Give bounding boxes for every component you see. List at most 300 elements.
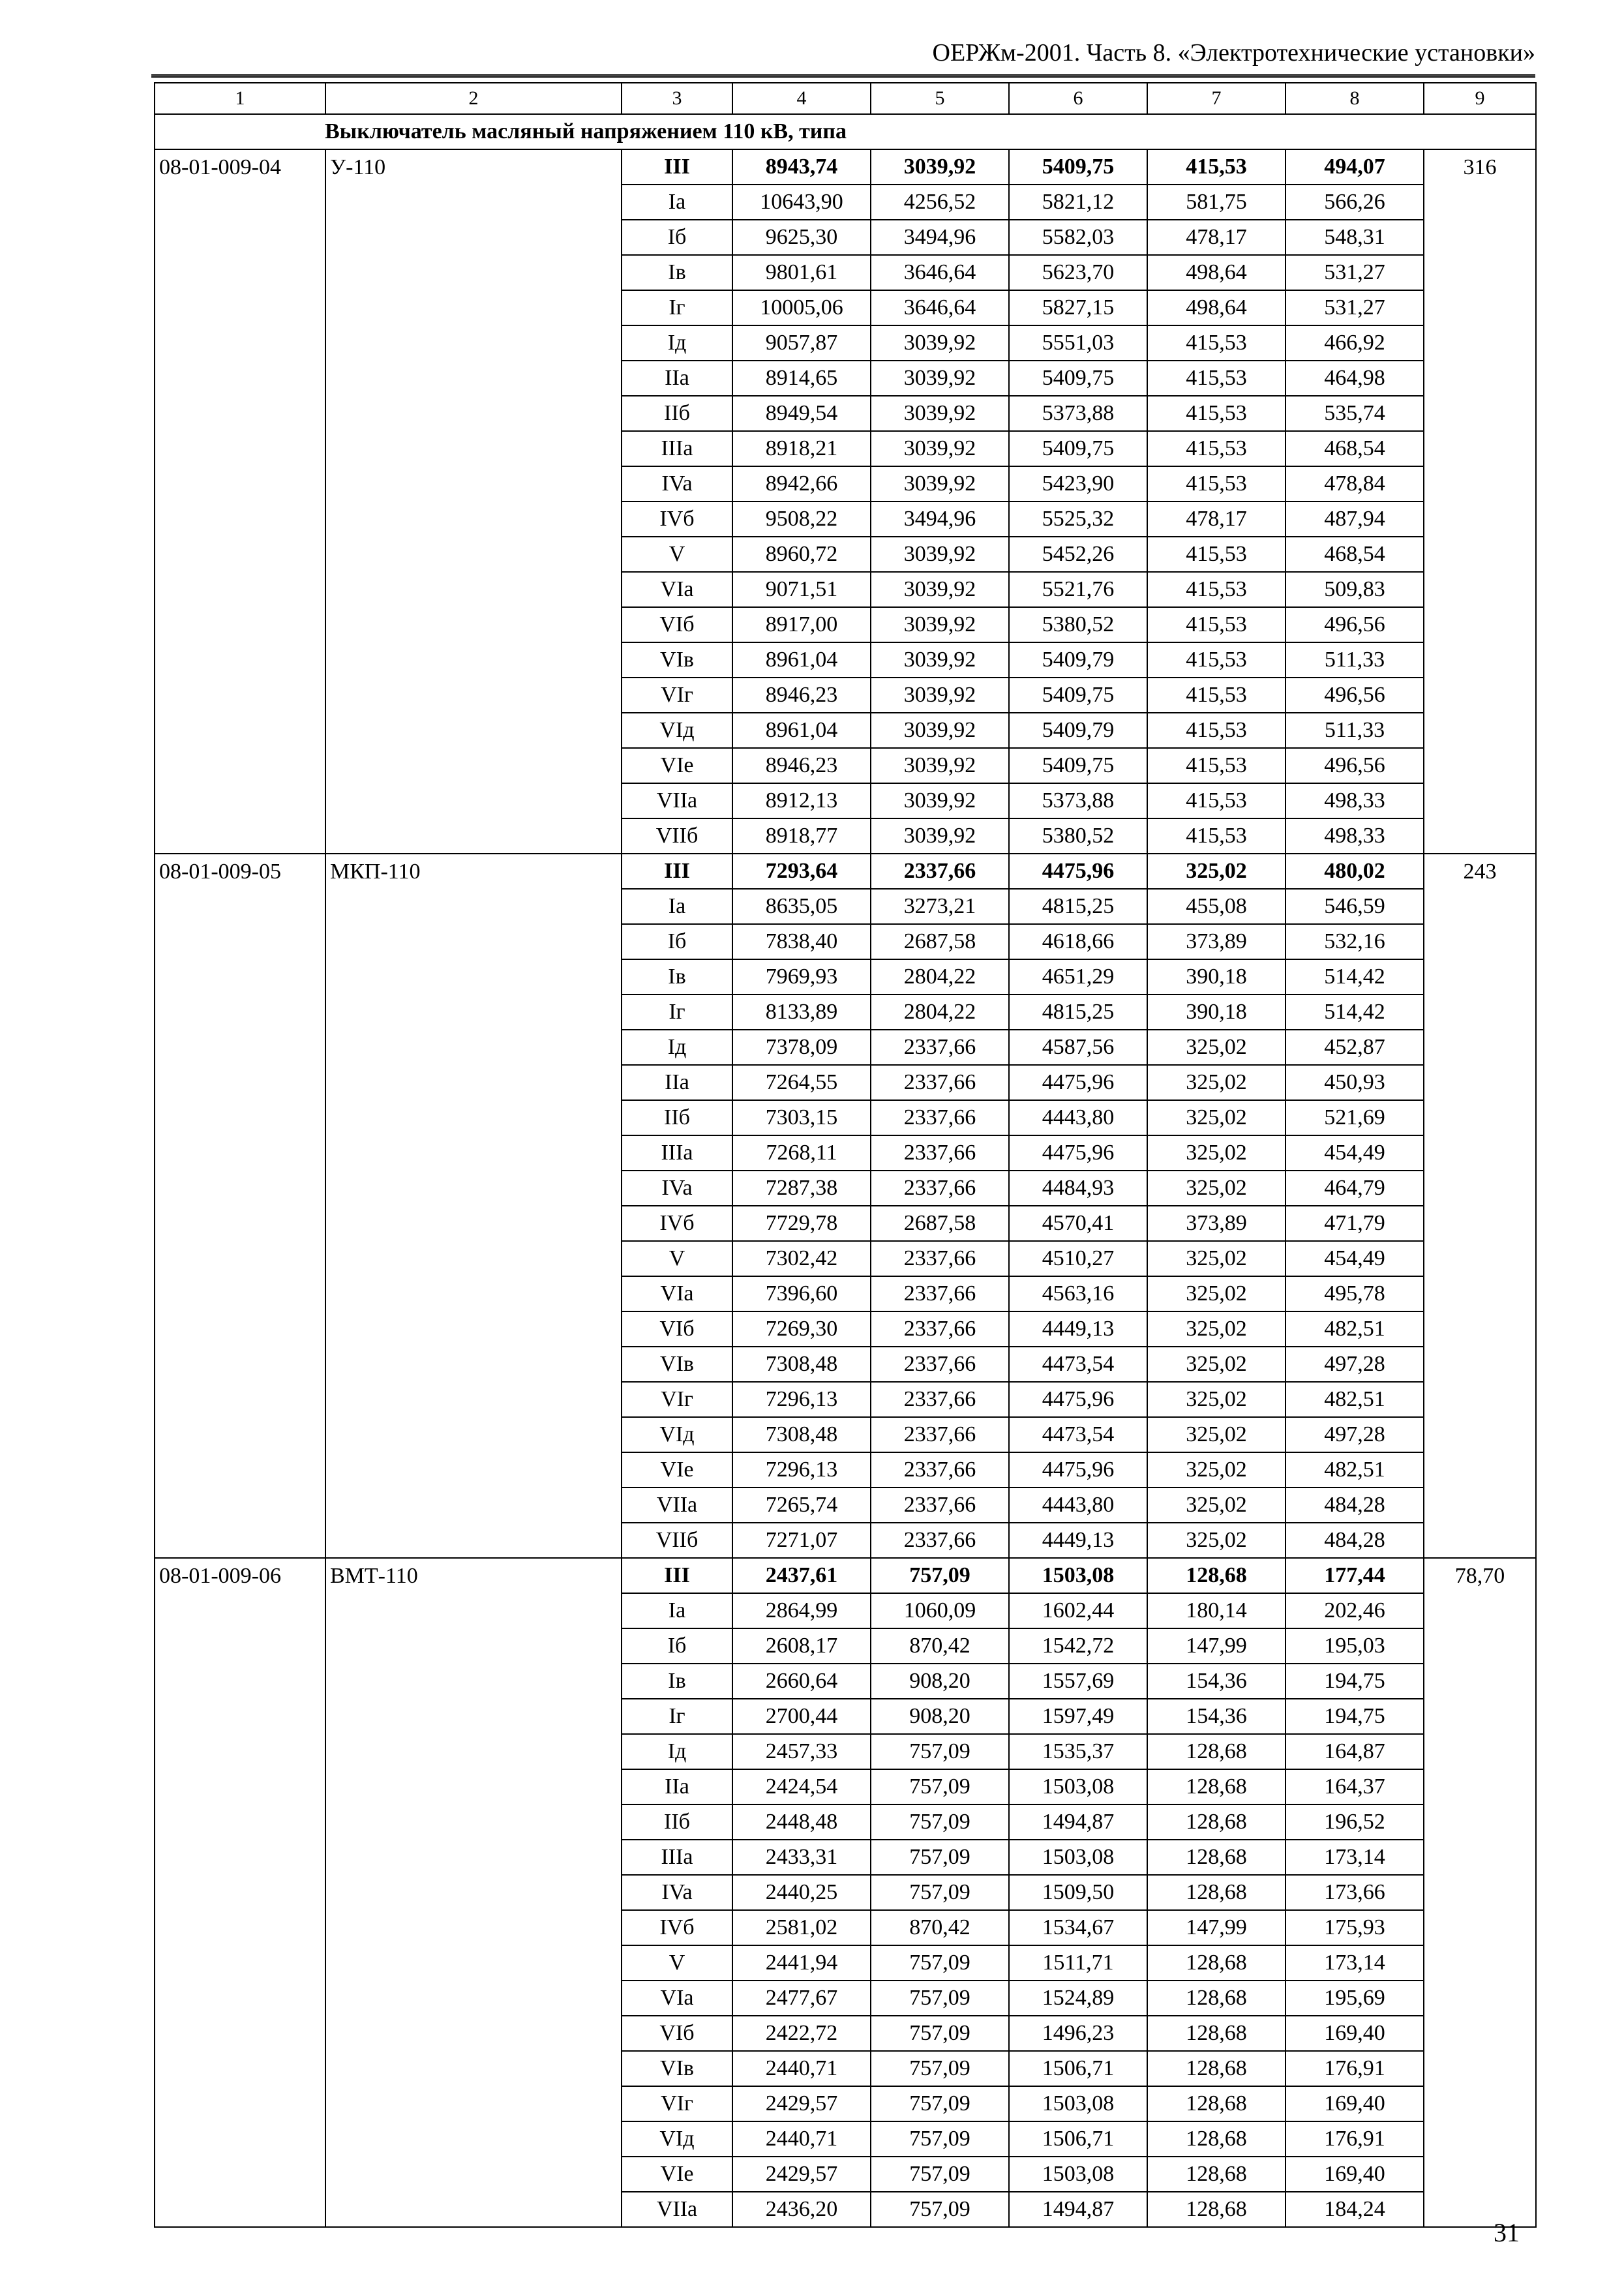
- value-col-5: 757,09: [871, 2121, 1009, 2157]
- region-code: VIa: [622, 1981, 732, 2016]
- value-col-7: 325,02: [1147, 1276, 1286, 1311]
- value-col-4: 7296,13: [732, 1452, 871, 1488]
- value-col-4: 2581,02: [732, 1910, 871, 1945]
- value-col-5: 2687,58: [871, 1206, 1009, 1241]
- value-col-5: 3273,21: [871, 889, 1009, 924]
- value-col-6: 5409,75: [1009, 748, 1147, 783]
- item-code: [155, 1171, 325, 1206]
- region-code: VIд: [622, 713, 732, 748]
- value-col-8: 454,49: [1286, 1241, 1424, 1276]
- value-col-4: 8949,54: [732, 396, 871, 431]
- value-col-6: 1496,23: [1009, 2016, 1147, 2051]
- item-name: [325, 2157, 622, 2192]
- item-code: [155, 1030, 325, 1065]
- region-code: VIIб: [622, 1523, 732, 1558]
- value-col-7: 325,02: [1147, 1382, 1286, 1417]
- value-col-4: 10643,90: [732, 185, 871, 220]
- value-col-4: 7271,07: [732, 1523, 871, 1558]
- table-body: [155, 83, 1536, 2227]
- value-col-4: 8918,21: [732, 431, 871, 466]
- region-code: VIa: [622, 1276, 732, 1311]
- value-col-8: 175,93: [1286, 1910, 1424, 1945]
- region-code: VIв: [622, 2051, 732, 2086]
- value-col-4: 8635,05: [732, 889, 871, 924]
- extra-value: [1424, 889, 1536, 924]
- value-col-6: 4484,93: [1009, 1171, 1147, 1206]
- value-col-6: 5582,03: [1009, 220, 1147, 255]
- item-name: [325, 1804, 622, 1840]
- value-col-6: 1503,08: [1009, 1769, 1147, 1804]
- value-col-8: 496,56: [1286, 678, 1424, 713]
- item-name: [325, 1699, 622, 1734]
- value-col-5: 3646,64: [871, 255, 1009, 290]
- value-col-7: 325,02: [1147, 1311, 1286, 1347]
- value-col-8: 194,75: [1286, 1664, 1424, 1699]
- value-col-7: 390,18: [1147, 959, 1286, 995]
- item-code: [155, 1804, 325, 1840]
- extra-value: [1424, 1910, 1536, 1945]
- table-row: [155, 2121, 1536, 2157]
- value-col-8: 509,83: [1286, 572, 1424, 607]
- value-col-7: 128,68: [1147, 2157, 1286, 2192]
- value-col-7: 478,17: [1147, 220, 1286, 255]
- value-col-8: 535,74: [1286, 396, 1424, 431]
- region-code: Iд: [622, 325, 732, 361]
- value-col-7: 325,02: [1147, 1241, 1286, 1276]
- item-code: [155, 2192, 325, 2227]
- table-row: [155, 325, 1536, 361]
- value-col-7: 325,02: [1147, 1065, 1286, 1100]
- value-col-8: 478,84: [1286, 466, 1424, 501]
- region-code: V: [622, 537, 732, 572]
- item-code: [155, 607, 325, 642]
- extra-value: [1424, 1206, 1536, 1241]
- region-code: Iд: [622, 1734, 732, 1769]
- item-name: [325, 607, 622, 642]
- item-name: [325, 1417, 622, 1452]
- region-code: VIIa: [622, 783, 732, 818]
- value-col-4: 2700,44: [732, 1699, 871, 1734]
- region-code: VIг: [622, 2086, 732, 2121]
- value-col-4: 7302,42: [732, 1241, 871, 1276]
- value-col-8: 195,69: [1286, 1981, 1424, 2016]
- value-col-6: 1557,69: [1009, 1664, 1147, 1699]
- value-col-4: 9625,30: [732, 220, 871, 255]
- table-row: [155, 1030, 1536, 1065]
- value-col-4: 8961,04: [732, 713, 871, 748]
- value-col-8: 498,33: [1286, 818, 1424, 854]
- extra-value: [1424, 1241, 1536, 1276]
- item-name: [325, 1734, 622, 1769]
- item-code: [155, 1664, 325, 1699]
- value-col-7: 478,17: [1147, 501, 1286, 537]
- item-name: [325, 1065, 622, 1100]
- region-code: VIIб: [622, 818, 732, 854]
- value-col-7: 128,68: [1147, 2192, 1286, 2227]
- value-col-6: 4475,96: [1009, 1382, 1147, 1417]
- region-code: IIa: [622, 1065, 732, 1100]
- table-row: [155, 290, 1536, 325]
- region-code: Iг: [622, 1699, 732, 1734]
- value-col-4: 7308,48: [732, 1417, 871, 1452]
- value-col-7: 415,53: [1147, 818, 1286, 854]
- value-col-7: 390,18: [1147, 995, 1286, 1030]
- value-col-8: 531,27: [1286, 255, 1424, 290]
- item-name: [325, 1840, 622, 1875]
- col-num-1: 1: [155, 83, 325, 114]
- table-row: [155, 748, 1536, 783]
- item-code: [155, 1523, 325, 1558]
- value-col-6: 1494,87: [1009, 2192, 1147, 2227]
- region-code: VIв: [622, 642, 732, 678]
- value-col-8: 466,92: [1286, 325, 1424, 361]
- value-col-5: 2337,66: [871, 1452, 1009, 1488]
- value-col-4: 2441,94: [732, 1945, 871, 1981]
- value-col-8: 514,42: [1286, 995, 1424, 1030]
- region-code: Iб: [622, 220, 732, 255]
- extra-value: 316: [1424, 149, 1536, 185]
- table-row: [155, 1452, 1536, 1488]
- value-col-8: 468,54: [1286, 537, 1424, 572]
- region-code: VIe: [622, 1452, 732, 1488]
- table-row: [155, 1241, 1536, 1276]
- item-code: [155, 466, 325, 501]
- price-table: [154, 82, 1537, 2228]
- value-col-7: 128,68: [1147, 2121, 1286, 2157]
- region-code: VIд: [622, 2121, 732, 2157]
- item-name: [325, 572, 622, 607]
- value-col-4: 8946,23: [732, 678, 871, 713]
- extra-value: [1424, 466, 1536, 501]
- value-col-5: 757,09: [871, 1558, 1009, 1593]
- item-name: [325, 2016, 622, 2051]
- item-code: [155, 2157, 325, 2192]
- value-col-5: 870,42: [871, 1628, 1009, 1664]
- value-col-4: 2477,67: [732, 1981, 871, 2016]
- value-col-4: 9508,22: [732, 501, 871, 537]
- item-name: [325, 1030, 622, 1065]
- value-col-4: 2864,99: [732, 1593, 871, 1628]
- region-code: IIб: [622, 1804, 732, 1840]
- value-col-6: 4443,80: [1009, 1100, 1147, 1135]
- value-col-4: 8960,72: [732, 537, 871, 572]
- item-code: 08-01-009-06: [155, 1558, 325, 1593]
- item-name: [325, 2086, 622, 2121]
- value-col-5: 757,09: [871, 2192, 1009, 2227]
- value-col-7: 415,53: [1147, 572, 1286, 607]
- value-col-8: 531,27: [1286, 290, 1424, 325]
- extra-value: [1424, 361, 1536, 396]
- region-code: III: [622, 1558, 732, 1593]
- item-name: [325, 1945, 622, 1981]
- item-name: [325, 1276, 622, 1311]
- col-num-5: 5: [871, 83, 1009, 114]
- item-code: [155, 1840, 325, 1875]
- value-col-6: 4815,25: [1009, 995, 1147, 1030]
- item-code: [155, 361, 325, 396]
- value-col-7: 325,02: [1147, 854, 1286, 889]
- item-name: [325, 818, 622, 854]
- value-col-6: 5551,03: [1009, 325, 1147, 361]
- table-row: [155, 185, 1536, 220]
- value-col-5: 757,09: [871, 1734, 1009, 1769]
- item-name: [325, 889, 622, 924]
- value-col-6: 1506,71: [1009, 2051, 1147, 2086]
- value-col-6: 5409,75: [1009, 431, 1147, 466]
- item-name: [325, 1981, 622, 2016]
- region-code: Ia: [622, 185, 732, 220]
- item-code: 08-01-009-05: [155, 854, 325, 889]
- value-col-5: 3494,96: [871, 501, 1009, 537]
- value-col-5: 3494,96: [871, 220, 1009, 255]
- value-col-4: 8912,13: [732, 783, 871, 818]
- table-row: [155, 1804, 1536, 1840]
- extra-value: [1424, 642, 1536, 678]
- extra-value: [1424, 1945, 1536, 1981]
- value-col-5: 3039,92: [871, 572, 1009, 607]
- item-name: [325, 1100, 622, 1135]
- value-col-7: 147,99: [1147, 1628, 1286, 1664]
- extra-value: [1424, 1276, 1536, 1311]
- item-name: [325, 466, 622, 501]
- value-col-8: 484,28: [1286, 1488, 1424, 1523]
- value-col-6: 1597,49: [1009, 1699, 1147, 1734]
- table-row: [155, 361, 1536, 396]
- item-code: [155, 1276, 325, 1311]
- region-code: VIг: [622, 678, 732, 713]
- value-col-5: 2337,66: [871, 1241, 1009, 1276]
- table-row: [155, 1593, 1536, 1628]
- value-col-4: 8133,89: [732, 995, 871, 1030]
- item-name: МКП-110: [325, 854, 622, 889]
- table-row: [155, 501, 1536, 537]
- value-col-8: 173,14: [1286, 1840, 1424, 1875]
- region-code: Iб: [622, 1628, 732, 1664]
- value-col-6: 4475,96: [1009, 1135, 1147, 1171]
- table-row: [155, 924, 1536, 959]
- value-col-6: 1506,71: [1009, 2121, 1147, 2157]
- value-col-7: 415,53: [1147, 431, 1286, 466]
- value-col-5: 2337,66: [871, 1135, 1009, 1171]
- section-title: Выключатель масляный напряжением 110 кВ, типа: [155, 114, 1536, 149]
- item-name: [325, 924, 622, 959]
- value-col-7: 154,36: [1147, 1664, 1286, 1699]
- value-col-8: 484,28: [1286, 1523, 1424, 1558]
- value-col-4: 7308,48: [732, 1347, 871, 1382]
- value-col-5: 757,09: [871, 1804, 1009, 1840]
- extra-value: [1424, 1664, 1536, 1699]
- region-code: V: [622, 1241, 732, 1276]
- region-code: VIв: [622, 1347, 732, 1382]
- item-code: [155, 1241, 325, 1276]
- table-row: [155, 1734, 1536, 1769]
- value-col-6: 1524,89: [1009, 1981, 1147, 2016]
- item-code: [155, 1875, 325, 1910]
- value-col-7: 415,53: [1147, 325, 1286, 361]
- item-name: [325, 1910, 622, 1945]
- extra-value: [1424, 1347, 1536, 1382]
- item-code: [155, 185, 325, 220]
- value-col-6: 4449,13: [1009, 1523, 1147, 1558]
- value-col-8: 496,56: [1286, 607, 1424, 642]
- region-code: Iг: [622, 995, 732, 1030]
- value-col-8: 164,87: [1286, 1734, 1424, 1769]
- region-code: Iв: [622, 255, 732, 290]
- item-code: [155, 2086, 325, 2121]
- extra-value: [1424, 501, 1536, 537]
- value-col-8: 177,44: [1286, 1558, 1424, 1593]
- value-col-6: 5452,26: [1009, 537, 1147, 572]
- value-col-5: 2337,66: [871, 1100, 1009, 1135]
- value-col-8: 450,93: [1286, 1065, 1424, 1100]
- region-code: Iг: [622, 290, 732, 325]
- table-row: [155, 1065, 1536, 1100]
- value-col-6: 4475,96: [1009, 854, 1147, 889]
- table-row: [155, 713, 1536, 748]
- region-code: VIe: [622, 2157, 732, 2192]
- value-col-5: 2337,66: [871, 1488, 1009, 1523]
- value-col-6: 1503,08: [1009, 1558, 1147, 1593]
- region-code: IIa: [622, 361, 732, 396]
- value-col-6: 5423,90: [1009, 466, 1147, 501]
- item-name: [325, 713, 622, 748]
- item-name: [325, 642, 622, 678]
- value-col-5: 3039,92: [871, 713, 1009, 748]
- value-col-5: 3039,92: [871, 642, 1009, 678]
- value-col-5: 3039,92: [871, 818, 1009, 854]
- value-col-5: 2337,66: [871, 1311, 1009, 1347]
- item-name: [325, 1347, 622, 1382]
- value-col-5: 1060,09: [871, 1593, 1009, 1628]
- item-name: [325, 1664, 622, 1699]
- extra-value: 243: [1424, 854, 1536, 889]
- value-col-6: 4570,41: [1009, 1206, 1147, 1241]
- value-col-8: 514,42: [1286, 959, 1424, 995]
- value-col-5: 2337,66: [871, 1523, 1009, 1558]
- region-code: IIб: [622, 396, 732, 431]
- extra-value: [1424, 220, 1536, 255]
- value-col-4: 2437,61: [732, 1558, 871, 1593]
- col-num-3: 3: [622, 83, 732, 114]
- value-col-8: 169,40: [1286, 2086, 1424, 2121]
- table-row: [155, 1311, 1536, 1347]
- value-col-4: 10005,06: [732, 290, 871, 325]
- item-code: [155, 783, 325, 818]
- value-col-4: 8918,77: [732, 818, 871, 854]
- extra-value: [1424, 2051, 1536, 2086]
- item-code: 08-01-009-04: [155, 149, 325, 185]
- value-col-4: 8942,66: [732, 466, 871, 501]
- value-col-8: 468,54: [1286, 431, 1424, 466]
- value-col-6: 1511,71: [1009, 1945, 1147, 1981]
- value-col-5: 2337,66: [871, 1347, 1009, 1382]
- table-row: [155, 1910, 1536, 1945]
- value-col-8: 454,49: [1286, 1135, 1424, 1171]
- value-col-5: 2337,66: [871, 1065, 1009, 1100]
- extra-value: [1424, 1523, 1536, 1558]
- value-col-4: 2436,20: [732, 2192, 871, 2227]
- value-col-5: 757,09: [871, 2157, 1009, 2192]
- item-name: [325, 290, 622, 325]
- item-name: [325, 995, 622, 1030]
- item-code: [155, 1769, 325, 1804]
- value-col-5: 757,09: [871, 1875, 1009, 1910]
- item-code: [155, 713, 325, 748]
- value-col-4: 2457,33: [732, 1734, 871, 1769]
- value-col-8: 471,79: [1286, 1206, 1424, 1241]
- value-col-6: 1503,08: [1009, 1840, 1147, 1875]
- item-code: [155, 396, 325, 431]
- table-row: [155, 783, 1536, 818]
- value-col-7: 128,68: [1147, 1981, 1286, 2016]
- region-code: Iб: [622, 924, 732, 959]
- value-col-4: 2440,25: [732, 1875, 871, 1910]
- value-col-6: 5373,88: [1009, 783, 1147, 818]
- value-col-4: 9057,87: [732, 325, 871, 361]
- item-name: [325, 959, 622, 995]
- value-col-6: 1534,67: [1009, 1910, 1147, 1945]
- value-col-7: 415,53: [1147, 466, 1286, 501]
- item-code: [155, 220, 325, 255]
- col-num-8: 8: [1286, 83, 1424, 114]
- value-col-6: 5373,88: [1009, 396, 1147, 431]
- value-col-5: 3039,92: [871, 678, 1009, 713]
- region-code: IIIa: [622, 1840, 732, 1875]
- value-col-6: 4587,56: [1009, 1030, 1147, 1065]
- value-col-8: 169,40: [1286, 2157, 1424, 2192]
- table-row: [155, 537, 1536, 572]
- region-code: Ia: [622, 889, 732, 924]
- value-col-6: 5409,75: [1009, 678, 1147, 713]
- extra-value: [1424, 1488, 1536, 1523]
- table-row: [155, 1276, 1536, 1311]
- table-row: [155, 678, 1536, 713]
- value-col-7: 128,68: [1147, 1804, 1286, 1840]
- item-code: [155, 959, 325, 995]
- value-col-6: 5409,79: [1009, 642, 1147, 678]
- value-col-6: 4815,25: [1009, 889, 1147, 924]
- extra-value: [1424, 818, 1536, 854]
- table-row: [155, 1523, 1536, 1558]
- value-col-4: 2660,64: [732, 1664, 871, 1699]
- extra-value: [1424, 678, 1536, 713]
- value-col-6: 5380,52: [1009, 607, 1147, 642]
- value-col-4: 7264,55: [732, 1065, 871, 1100]
- table-row: [155, 572, 1536, 607]
- value-col-8: 452,87: [1286, 1030, 1424, 1065]
- col-num-7: 7: [1147, 83, 1286, 114]
- item-name: [325, 501, 622, 537]
- value-col-6: 4473,54: [1009, 1417, 1147, 1452]
- item-code: [155, 431, 325, 466]
- table-row: [155, 1945, 1536, 1981]
- value-col-8: 496,56: [1286, 748, 1424, 783]
- extra-value: [1424, 1452, 1536, 1488]
- value-col-7: 415,53: [1147, 361, 1286, 396]
- extra-value: [1424, 2121, 1536, 2157]
- value-col-8: 532,16: [1286, 924, 1424, 959]
- value-col-7: 415,53: [1147, 713, 1286, 748]
- table-row: [155, 1488, 1536, 1523]
- value-col-5: 757,09: [871, 2051, 1009, 2086]
- extra-value: [1424, 185, 1536, 220]
- value-col-7: 325,02: [1147, 1488, 1286, 1523]
- item-code: [155, 572, 325, 607]
- table-row: [155, 1417, 1536, 1452]
- value-col-6: 4618,66: [1009, 924, 1147, 959]
- item-name: [325, 2192, 622, 2227]
- table-row: [155, 1100, 1536, 1135]
